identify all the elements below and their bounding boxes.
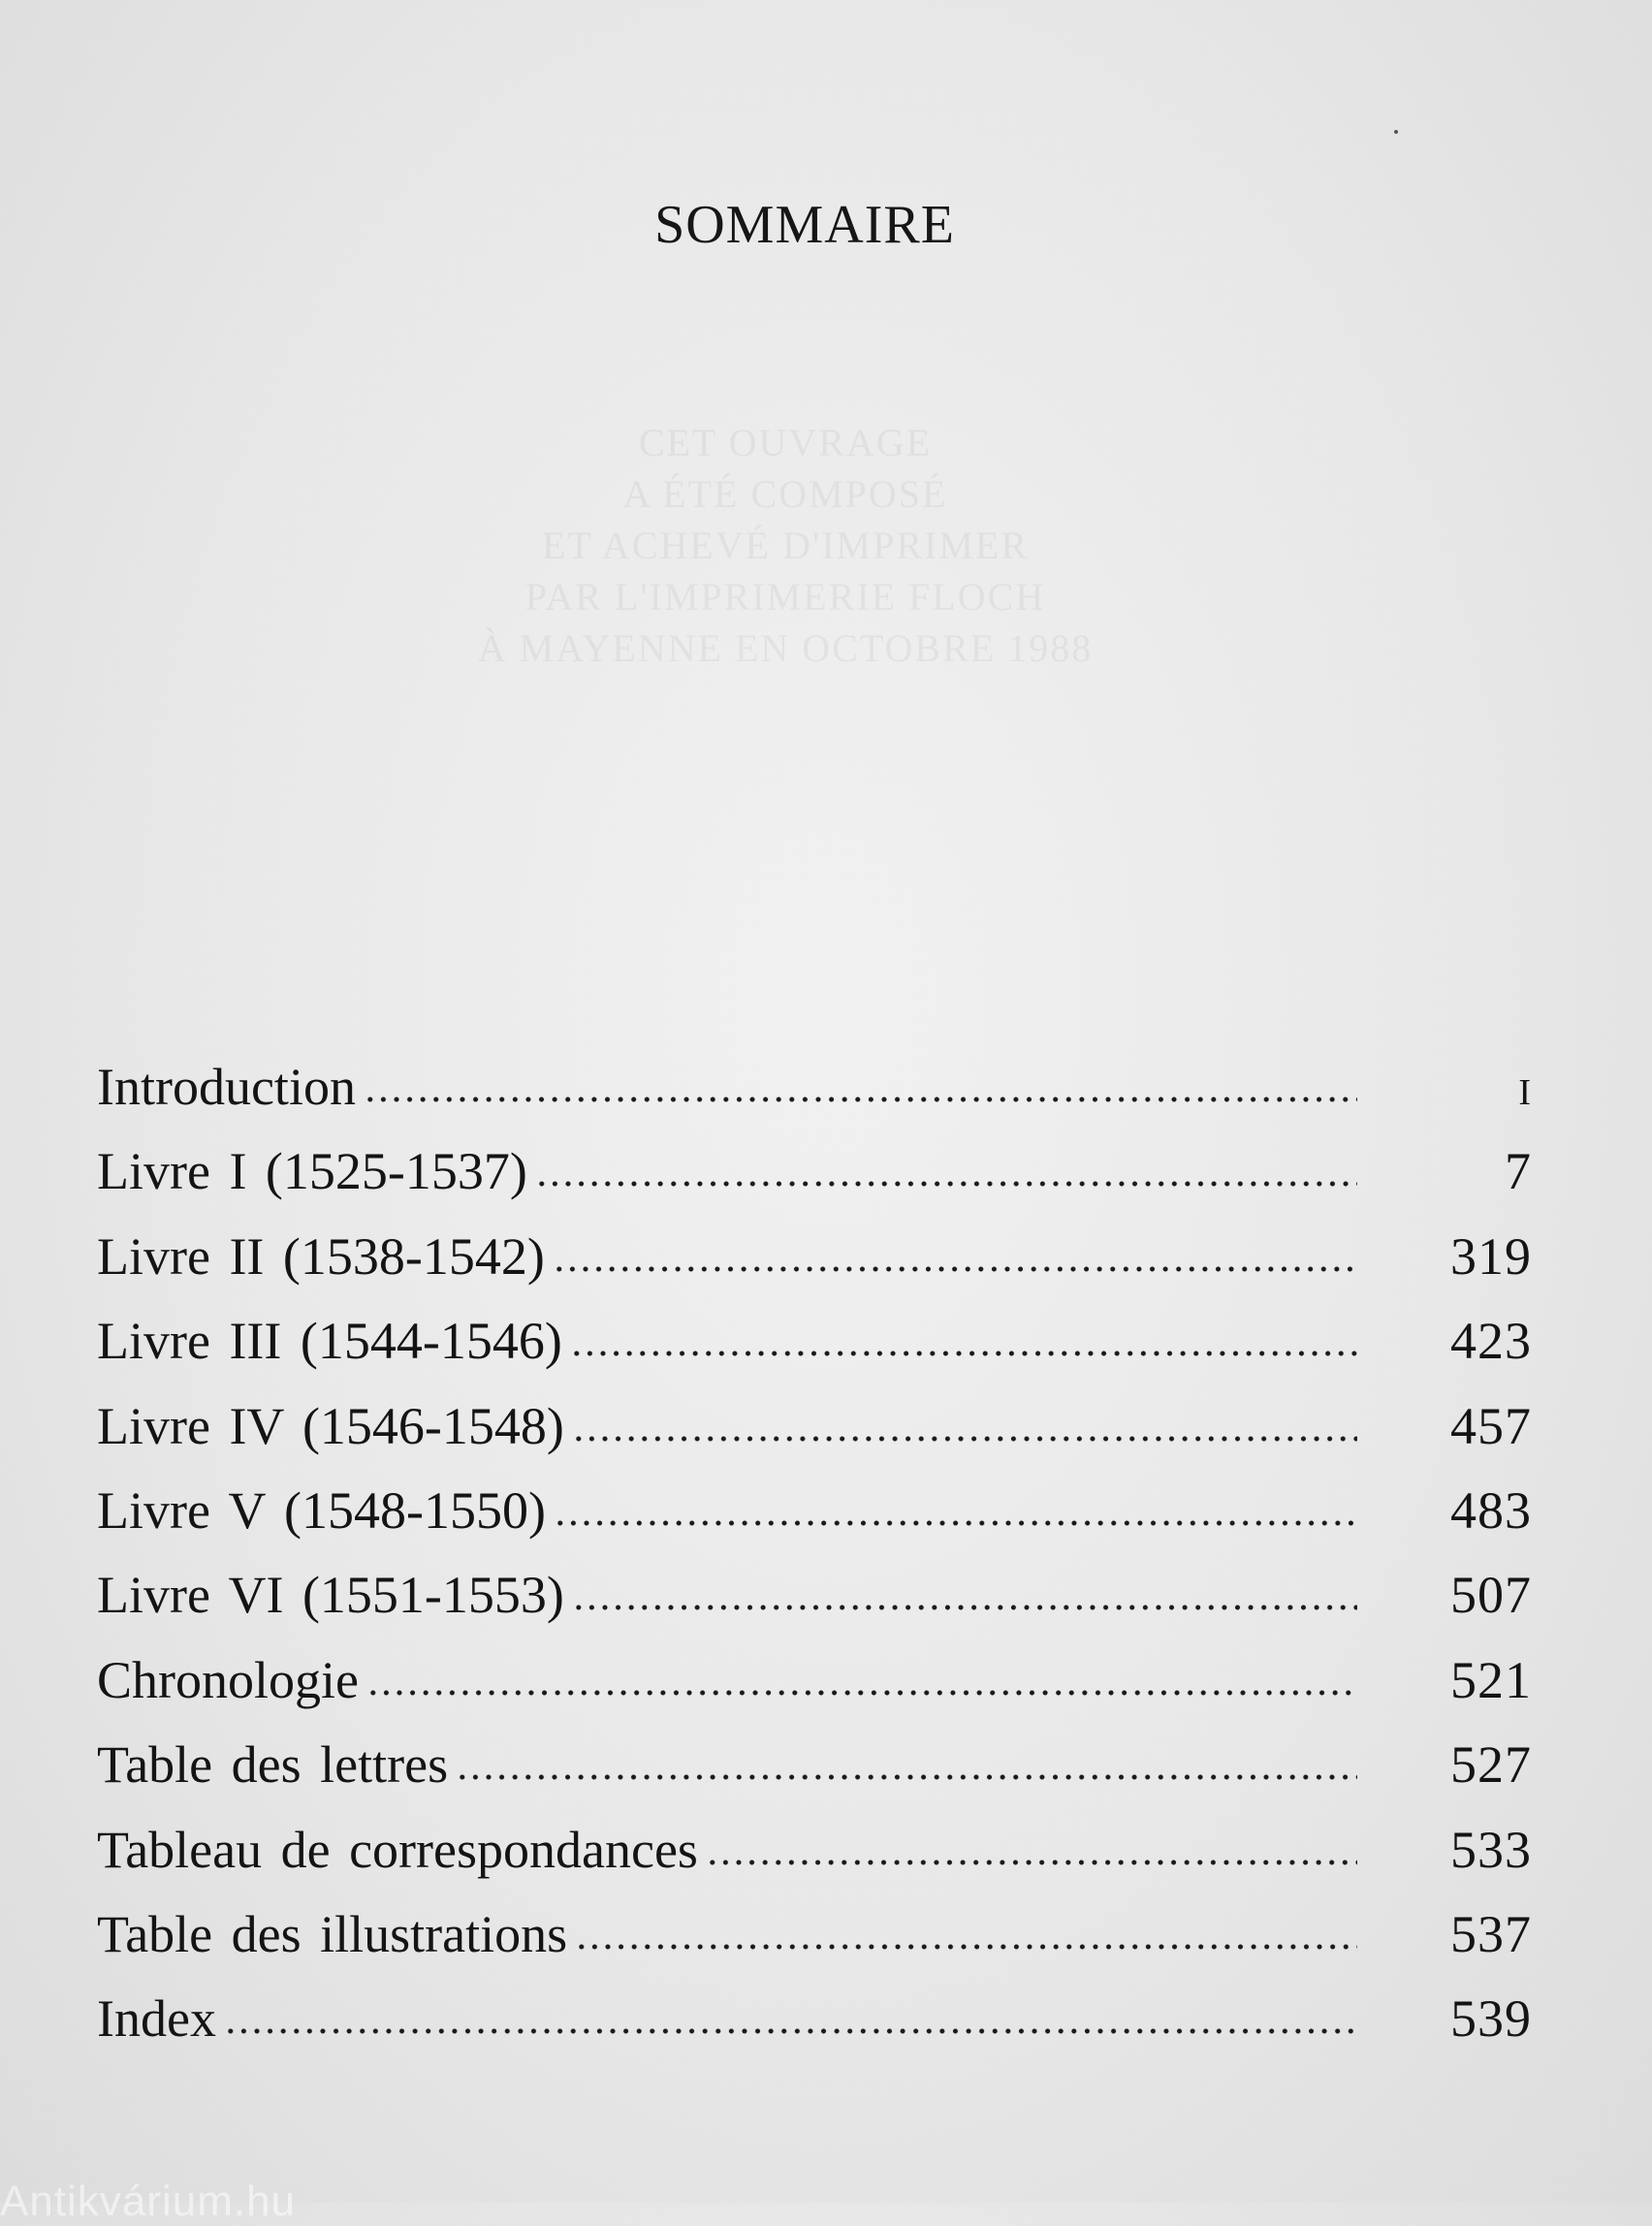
toc-entry-label: Index xyxy=(97,1989,216,2049)
dot-leader xyxy=(570,1351,1357,1356)
dot-leader xyxy=(575,1944,1357,1950)
toc-entry-page: 319 xyxy=(1450,1226,1532,1286)
page-speck xyxy=(1394,130,1398,134)
dot-leader xyxy=(553,1266,1357,1272)
dot-leader xyxy=(706,1860,1357,1865)
dot-leader xyxy=(554,1520,1357,1526)
toc-entry-index xyxy=(97,1988,1532,2073)
toc-entry-label: Livre IV (1546-1548) xyxy=(97,1396,564,1455)
toc-entry-table-des-lettres xyxy=(97,1734,1532,1819)
table-of-contents xyxy=(97,1057,1532,2074)
toc-entry-page: 527 xyxy=(1450,1735,1532,1795)
toc-entry-page: 533 xyxy=(1450,1820,1532,1879)
dot-leader xyxy=(572,1436,1357,1442)
colophon-show-through xyxy=(0,417,1571,674)
toc-entry-livre-4 xyxy=(97,1396,1532,1480)
toc-entry-label: Livre VI (1551-1553) xyxy=(97,1566,564,1625)
toc-entry-livre-2 xyxy=(97,1226,1532,1311)
toc-entry-page: 483 xyxy=(1450,1480,1532,1540)
toc-entry-tableau-de-correspondances xyxy=(97,1820,1532,1904)
toc-entry-label: Tableau de correspondances xyxy=(97,1820,698,1879)
toc-entry-label: Livre III (1544-1546) xyxy=(97,1312,562,1371)
toc-entry-label: Introduction xyxy=(97,1058,356,1116)
toc-entry-page: 457 xyxy=(1450,1396,1532,1455)
dot-leader xyxy=(224,2028,1357,2034)
toc-entry-page: I xyxy=(1518,1072,1532,1113)
toc-entry-page: 537 xyxy=(1450,1904,1532,1963)
toc-entry-label: Livre I (1525-1537) xyxy=(97,1142,527,1201)
toc-entry-table-des-illustrations xyxy=(97,1904,1532,1988)
colophon-line: PAR L'IMPRIMERIE FLOCH xyxy=(524,575,1046,619)
toc-entry-livre-3 xyxy=(97,1311,1532,1395)
colophon-line: A ÉTÉ COMPOSÉ xyxy=(622,472,948,516)
colophon-line: À MAYENNE EN OCTOBRE 1988 xyxy=(477,626,1094,670)
watermark: Antikvárium.hu xyxy=(0,2178,297,2225)
toc-entry-page: 423 xyxy=(1450,1312,1532,1371)
toc-entry-label: Table des illustrations xyxy=(97,1904,568,1963)
colophon-line: CET OUVRAGE xyxy=(638,421,933,464)
dot-leader xyxy=(364,1097,1357,1102)
toc-entry-label: Chronologie xyxy=(97,1650,359,1709)
toc-entry-label: Livre II (1538-1542) xyxy=(97,1226,545,1286)
dot-leader xyxy=(366,1690,1357,1696)
colophon-line: ET ACHEVÉ D'IMPRIMER xyxy=(541,524,1030,567)
dot-leader xyxy=(535,1181,1357,1187)
dot-leader xyxy=(456,1774,1357,1780)
dot-leader xyxy=(572,1605,1357,1610)
page-title: SOMMAIRE xyxy=(654,195,955,255)
toc-entry-page: 7 xyxy=(1505,1142,1532,1201)
toc-entry-label: Table des lettres xyxy=(97,1735,449,1795)
toc-entry-page: 539 xyxy=(1450,1989,1532,2049)
toc-entry-livre-5 xyxy=(97,1480,1532,1565)
toc-entry-chronologie xyxy=(97,1650,1532,1734)
toc-entry-label: Livre V (1548-1550) xyxy=(97,1480,546,1540)
toc-entry-page: 521 xyxy=(1450,1650,1532,1709)
toc-entry-livre-6 xyxy=(97,1565,1532,1649)
toc-entry-page: 507 xyxy=(1450,1566,1532,1625)
toc-entry-livre-1 xyxy=(97,1141,1532,1225)
toc-entry-introduction xyxy=(97,1057,1532,1141)
